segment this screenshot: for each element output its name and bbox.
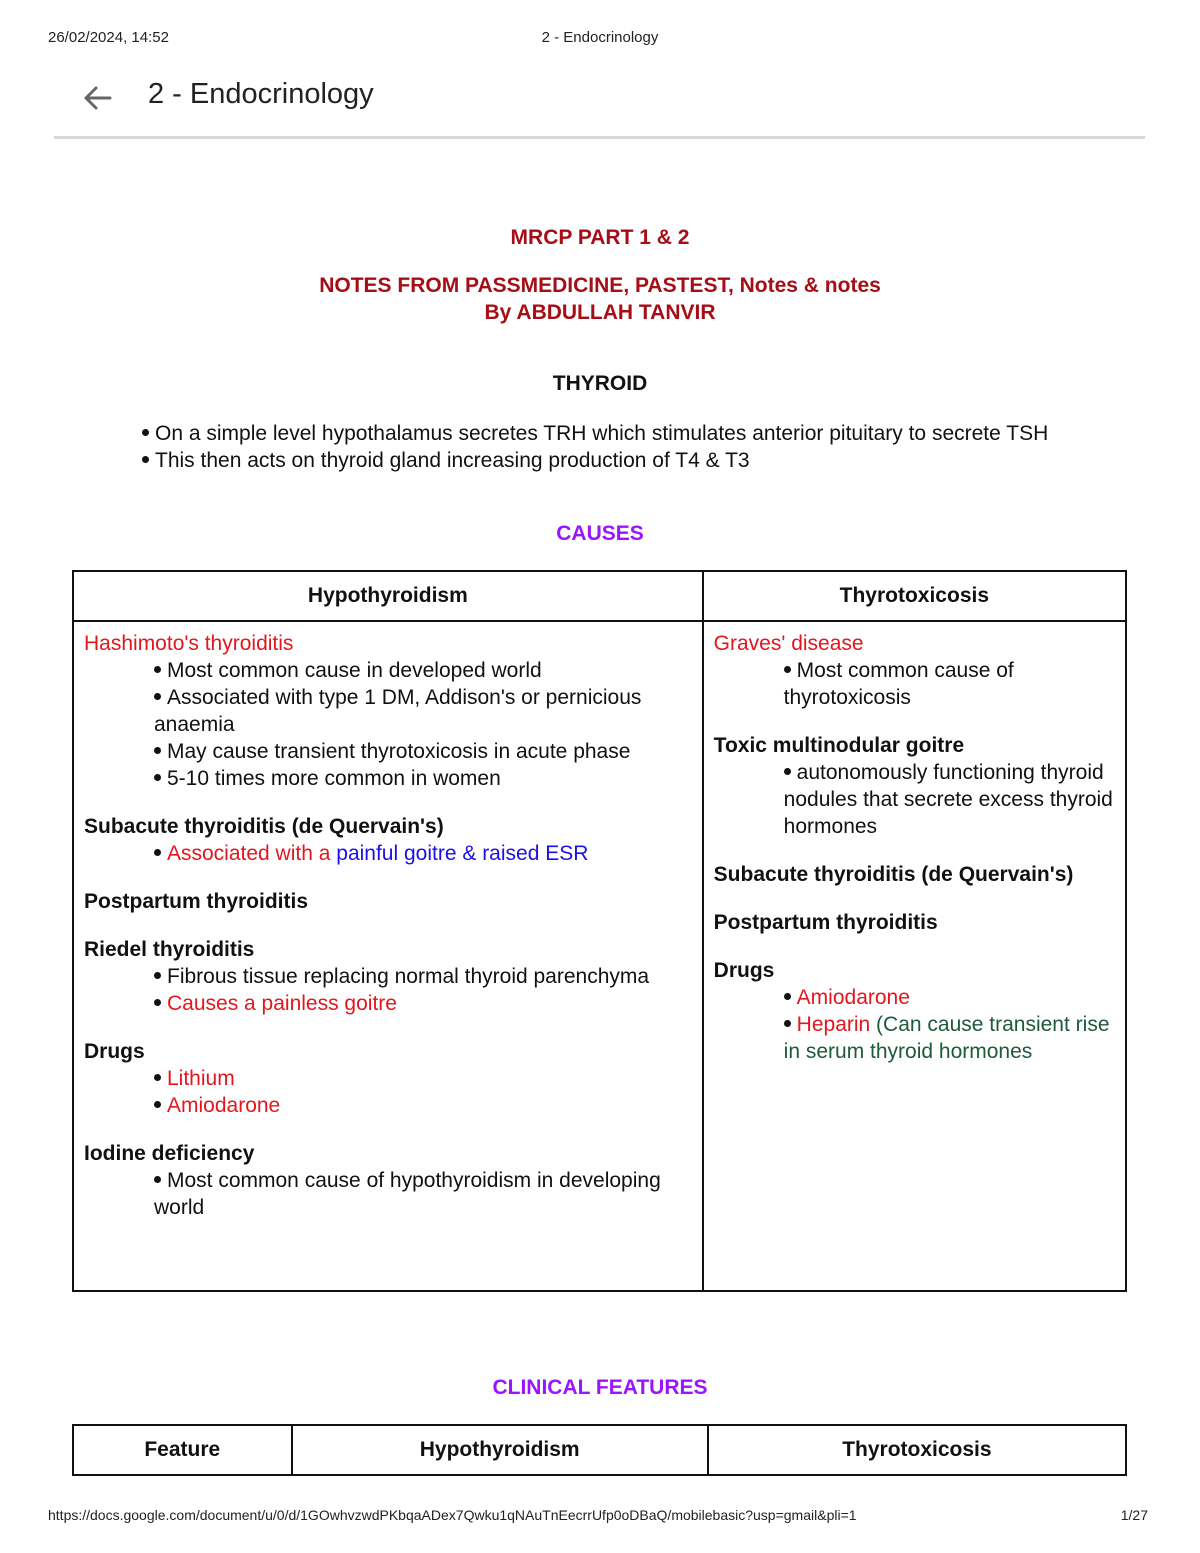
cause-group	[714, 957, 1115, 1065]
list-item: Most common cause in developed world	[84, 657, 692, 684]
intro-list	[142, 420, 1132, 474]
causes-table	[72, 570, 1127, 1292]
hypothyroidism-causes-cell	[73, 621, 703, 1291]
list-item: Fibrous tissue replacing normal thyroid parenchyma	[84, 963, 692, 990]
bullet-icon	[784, 1020, 791, 1027]
document-url[interactable]: https://docs.google.com/document/u/0/d/1GOwhvzwdPKbqaADex7Qwku1qNAuTnEecrrUfp0oDBaQ/mobilebasic?usp=gmail&pli=1	[48, 1507, 857, 1523]
document-title: 2 - Endocrinology	[148, 78, 374, 110]
list-item: On a simple level hypothalamus secretes TRH which stimulates anterior pituitary to secrete TSH	[142, 420, 1132, 447]
cause-title: Subacute thyroiditis (de Quervain's)	[713, 863, 1074, 886]
list-item: This then acts on thyroid gland increasing production of T4 & T3	[142, 447, 1132, 474]
bullet-icon	[154, 1176, 161, 1183]
cause-title: Riedel thyroiditis	[84, 938, 255, 961]
document-bar	[54, 72, 1145, 139]
bullet-icon	[154, 693, 161, 700]
bullet-icon	[784, 993, 791, 1000]
print-datetime: 26/02/2024, 14:52	[48, 29, 169, 46]
cause-title: Drugs	[713, 959, 775, 982]
notes-author: By ABDULLAH TANVIR	[484, 301, 716, 324]
column-header-thyrotoxicosis: Thyrotoxicosis	[703, 571, 1126, 621]
arrow-left-icon[interactable]	[80, 80, 116, 116]
thyrotoxicosis-causes-cell	[703, 621, 1126, 1291]
course-title: MRCP PART 1 & 2	[510, 226, 690, 249]
bullet-icon	[154, 666, 161, 673]
print-page-title: 2 - Endocrinology	[541, 29, 659, 46]
notes-source: NOTES FROM PASSMEDICINE, PASTEST, Notes & notes	[319, 274, 881, 297]
cause-group	[84, 888, 692, 915]
column-header-hypothyroidism: Hypothyroidism	[292, 1425, 708, 1475]
cause-group	[84, 1038, 692, 1119]
list-item: Lithium	[84, 1065, 692, 1092]
cause-group	[84, 630, 692, 792]
causes-heading: CAUSES	[556, 522, 644, 545]
cause-title: Postpartum thyroiditis	[84, 890, 309, 913]
list-item: Amiodarone	[714, 984, 1115, 1011]
bullet-icon	[154, 774, 161, 781]
column-header-thyrotoxicosis: Thyrotoxicosis	[708, 1425, 1126, 1475]
cause-title: Hashimoto's thyroiditis	[84, 632, 294, 655]
bullet-icon	[142, 429, 149, 436]
cause-group	[84, 813, 692, 867]
cause-title: Graves' disease	[713, 632, 864, 655]
cause-title: Postpartum thyroiditis	[713, 911, 938, 934]
cause-title: Iodine deficiency	[84, 1142, 255, 1165]
list-item: Associated with a painful goitre & raised ESR	[84, 840, 692, 867]
column-header-hypothyroidism: Hypothyroidism	[73, 571, 703, 621]
bullet-icon	[154, 972, 161, 979]
cause-group	[84, 1140, 692, 1221]
clinical-features-table	[72, 1424, 1127, 1476]
list-item: May cause transient thyrotoxicosis in acute phase	[84, 738, 692, 765]
cause-title: Toxic multinodular goitre	[713, 734, 965, 757]
bullet-icon	[154, 1074, 161, 1081]
list-item: Causes a painless goitre	[84, 990, 692, 1017]
page-counter: 1/27	[1120, 1507, 1148, 1523]
cause-group	[714, 861, 1115, 888]
cause-group	[714, 909, 1115, 936]
bullet-icon	[154, 999, 161, 1006]
bullet-icon	[154, 747, 161, 754]
bullet-icon	[784, 666, 791, 673]
cause-title: Drugs	[84, 1040, 145, 1063]
section-title: THYROID	[552, 372, 648, 395]
list-item: Amiodarone	[84, 1092, 692, 1119]
cause-group	[714, 732, 1115, 840]
bullet-icon	[784, 768, 791, 775]
bullet-icon	[142, 456, 149, 463]
list-item: Most common cause of hypothyroidism in developing world	[154, 1169, 661, 1219]
bullet-icon	[154, 849, 161, 856]
cause-title: Subacute thyroiditis (de Quervain's)	[84, 815, 444, 838]
list-item: 5-10 times more common in women	[84, 765, 692, 792]
column-header-feature: Feature	[73, 1425, 292, 1475]
bullet-icon	[154, 1101, 161, 1108]
list-item: Most common cause of thyrotoxicosis	[783, 659, 1014, 709]
list-item: autonomously functioning thyroid nodules that secrete excess thyroid hormones	[783, 761, 1113, 838]
cause-group	[714, 630, 1115, 711]
cause-group	[84, 936, 692, 1017]
list-item: Associated with type 1 DM, Addison's or pernicious anaemia	[154, 686, 642, 736]
clinical-features-heading: CLINICAL FEATURES	[492, 1376, 708, 1399]
list-item: Heparin (Can cause transient rise in serum thyroid hormones	[783, 1013, 1110, 1063]
